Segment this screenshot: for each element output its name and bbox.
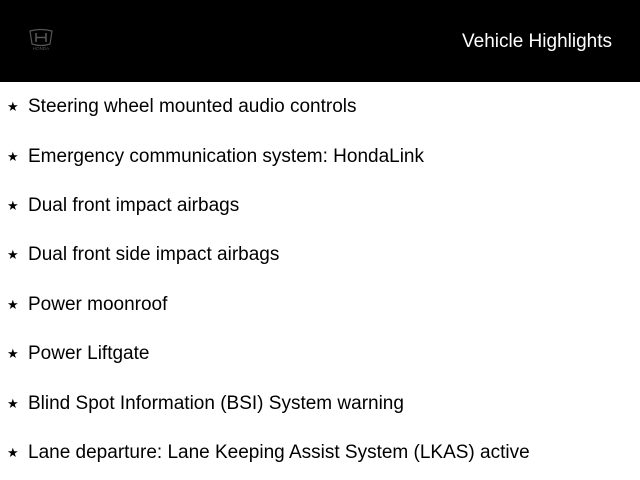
list-item	[0, 294, 640, 324]
star-icon: ★	[7, 247, 19, 262]
list-item	[0, 343, 640, 373]
list-item-label: Lane departure: Lane Keeping Assist System (LKAS) active	[28, 442, 530, 463]
svg-text:HONDA: HONDA	[32, 46, 50, 51]
list-item	[0, 96, 640, 126]
list-item-label: Dual front impact airbags	[28, 195, 240, 216]
star-icon: ★	[7, 445, 19, 460]
list-item-label: Power moonroof	[28, 294, 168, 315]
list-item	[0, 442, 640, 472]
list-item	[0, 195, 640, 225]
list-item-label: Steering wheel mounted audio controls	[28, 96, 357, 117]
list-item	[0, 244, 640, 274]
honda-logo-icon	[26, 27, 56, 51]
star-icon: ★	[7, 396, 19, 411]
star-icon: ★	[7, 297, 19, 312]
header-bar	[0, 0, 640, 82]
list-item-label: Power Liftgate	[28, 343, 150, 364]
star-icon: ★	[7, 99, 19, 114]
list-item	[0, 393, 640, 423]
star-icon: ★	[7, 149, 19, 164]
list-item-label: Blind Spot Information (BSI) System warning	[28, 393, 404, 414]
list-item-label: Emergency communication system: HondaLink	[28, 146, 425, 167]
page-title: Vehicle Highlights	[462, 31, 612, 52]
star-icon: ★	[7, 198, 19, 213]
list-item	[0, 146, 640, 176]
list-item-label: Dual front side impact airbags	[28, 244, 280, 265]
star-icon: ★	[7, 346, 19, 361]
